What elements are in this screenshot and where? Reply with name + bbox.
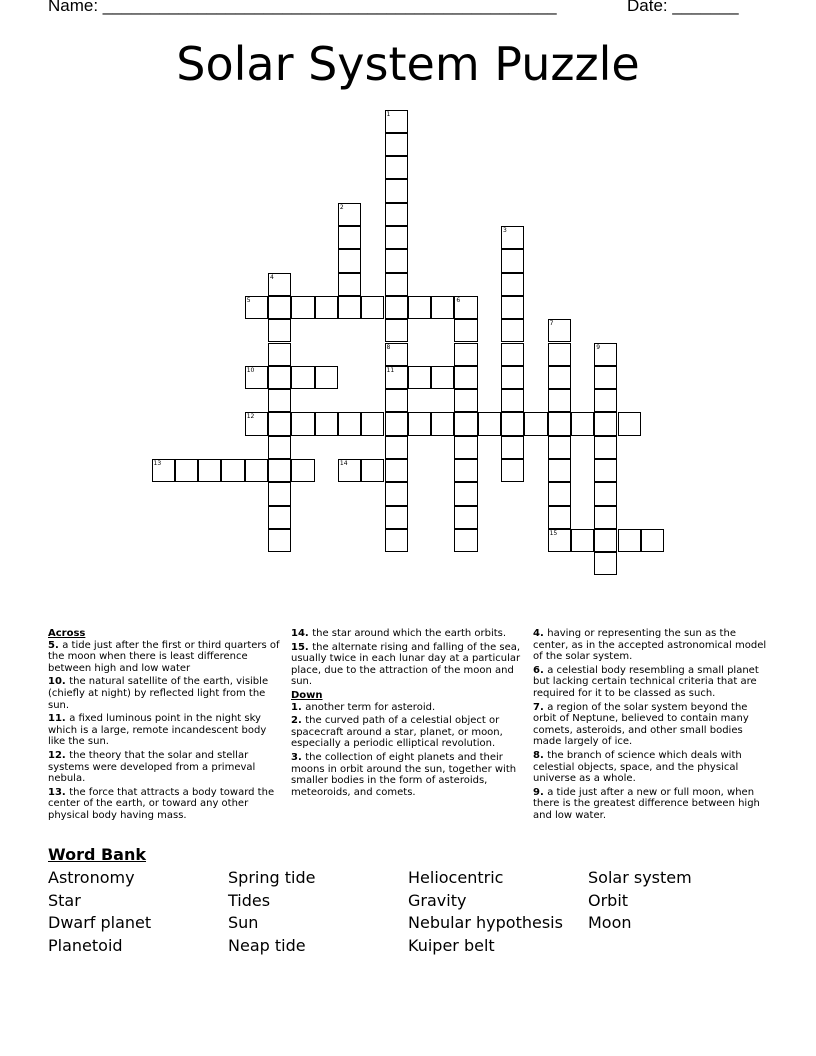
grid-cell[interactable] <box>454 319 477 342</box>
grid-cell[interactable] <box>501 249 524 272</box>
clues-column-1 <box>48 628 284 824</box>
down-clue <box>291 715 525 750</box>
grid-cell[interactable] <box>618 412 641 435</box>
word-bank-item: Neap tide <box>228 936 306 956</box>
down-clue-list-continued <box>533 628 769 822</box>
cell-number: 14 <box>339 460 348 467</box>
grid-cell[interactable] <box>385 319 408 342</box>
grid-cell[interactable] <box>454 343 477 366</box>
grid-cell[interactable] <box>594 482 617 505</box>
grid-cell[interactable] <box>338 226 361 249</box>
cell-number: 12 <box>246 413 255 421</box>
grid-cell[interactable] <box>385 296 408 319</box>
grid-cell[interactable] <box>594 436 617 459</box>
grid-cell[interactable] <box>548 436 571 459</box>
grid-cell[interactable] <box>501 296 524 319</box>
grid-cell[interactable] <box>198 459 221 482</box>
grid-cell[interactable] <box>571 412 594 435</box>
grid-cell[interactable] <box>268 506 291 529</box>
clue-text: a region of the solar system beyond the orbit of Neptune, believed to contain many comets, asteroids, and other small bodies made largely of ice. <box>533 701 749 748</box>
word-bank-item: Dwarf planet <box>48 913 152 933</box>
grid-cell[interactable] <box>385 436 408 459</box>
grid-cell[interactable] <box>501 273 524 296</box>
grid-cell[interactable] <box>594 343 617 366</box>
grid-cell[interactable] <box>594 366 617 389</box>
across-clue <box>48 713 284 748</box>
grid-cell[interactable] <box>268 343 291 366</box>
clue-number: 3. <box>291 751 306 763</box>
clue-number: 2. <box>291 715 306 727</box>
clue-text: another term for asteroid. <box>305 701 436 713</box>
grid-cell[interactable] <box>175 459 198 482</box>
grid-cell[interactable] <box>501 226 524 249</box>
down-clue <box>533 628 769 663</box>
grid-cell[interactable] <box>338 249 361 272</box>
date-field-label: Date: _______ <box>627 0 739 15</box>
grid-cell[interactable] <box>268 412 291 435</box>
cell-number: 15 <box>549 529 558 537</box>
word-bank-item: Spring tide <box>228 868 316 887</box>
grid-cell[interactable] <box>385 156 408 179</box>
word-bank-title: Word Bank <box>48 845 147 864</box>
word-bank-item: Planetoid <box>48 936 123 956</box>
grid-cell[interactable] <box>385 506 408 529</box>
cell-number: 6 <box>456 296 461 304</box>
grid-cell[interactable] <box>594 506 617 529</box>
grid-cell[interactable] <box>385 412 408 435</box>
across-clue-list <box>48 640 284 822</box>
grid-cell[interactable] <box>291 296 314 319</box>
grid-cell[interactable] <box>454 436 477 459</box>
word-bank-item: Gravity <box>408 890 467 910</box>
word-bank-item: Sun <box>228 913 259 933</box>
grid-cell[interactable] <box>268 366 291 389</box>
word-bank-item: Moon <box>588 913 632 933</box>
grid-cell[interactable] <box>268 529 291 552</box>
clue-text: the curved path of a celestial object or spacecraft around a star, planet, or moon, especially a periodic elliptical revolution. <box>291 715 503 750</box>
clue-number: 13. <box>48 786 70 798</box>
clue-text: the branch of science which deals with celestial objects, space, and the physical universe as a whole. <box>533 749 742 785</box>
grid-cell[interactable] <box>501 389 524 412</box>
grid-cell[interactable] <box>454 529 477 552</box>
grid-cell[interactable] <box>408 412 431 435</box>
grid-cell[interactable] <box>454 482 477 505</box>
clue-text: the force that attracts a body toward the center of the earth, or toward any other physical body having mass. <box>48 786 275 821</box>
grid-cell[interactable] <box>315 296 338 319</box>
across-clue <box>48 640 284 675</box>
grid-cell[interactable] <box>385 110 408 133</box>
across-clue <box>48 787 284 822</box>
grid-cell[interactable] <box>548 482 571 505</box>
grid-cell[interactable] <box>548 412 571 435</box>
grid-cell[interactable] <box>454 506 477 529</box>
grid-cell[interactable] <box>221 459 244 482</box>
grid-cell[interactable] <box>268 482 291 505</box>
grid-cell[interactable] <box>548 459 571 482</box>
clue-number: 14. <box>291 628 313 639</box>
grid-cell[interactable] <box>338 412 361 435</box>
grid-cell[interactable] <box>454 412 477 435</box>
grid-cell[interactable] <box>594 529 617 552</box>
grid-cell[interactable] <box>338 203 361 226</box>
grid-cell[interactable] <box>385 273 408 296</box>
clues-column-3 <box>533 628 769 824</box>
grid-cell[interactable] <box>501 412 524 435</box>
clue-number: 5. <box>48 639 63 651</box>
clue-number: 8. <box>533 749 548 761</box>
across-clue-list-continued <box>291 628 525 688</box>
word-bank-item: Tides <box>228 890 271 910</box>
grid-cell[interactable] <box>641 529 664 552</box>
grid-cell[interactable] <box>501 343 524 366</box>
grid-cell[interactable] <box>385 226 408 249</box>
clue-number: 1. <box>291 701 306 713</box>
grid-cell[interactable] <box>245 366 268 389</box>
grid-cell[interactable] <box>268 273 291 296</box>
word-bank-item: Nebular hypothesis <box>408 913 563 933</box>
grid-cell[interactable] <box>385 133 408 156</box>
grid-cell[interactable] <box>361 296 384 319</box>
clue-number: 15. <box>291 641 313 653</box>
down-clue <box>291 752 525 798</box>
clue-number: 10. <box>48 676 70 688</box>
grid-cell[interactable] <box>361 459 384 482</box>
word-bank-item: Astronomy <box>48 868 135 887</box>
clues-column-2 <box>291 628 525 800</box>
grid-cell[interactable] <box>548 506 571 529</box>
clue-text: having or representing the sun as the center, as in the accepted astronomical model of the solar system. <box>533 628 767 663</box>
grid-cell[interactable] <box>385 529 408 552</box>
cell-number: 8 <box>386 343 391 351</box>
down-clue <box>533 665 769 700</box>
grid-cell[interactable] <box>268 296 291 319</box>
grid-cell[interactable] <box>385 366 408 389</box>
cell-number: 5 <box>246 296 251 304</box>
cell-number: 1 <box>386 110 391 118</box>
grid-cell[interactable] <box>245 296 268 319</box>
cell-number: 11 <box>386 366 395 374</box>
clue-number: 6. <box>533 664 548 676</box>
grid-cell[interactable] <box>408 366 431 389</box>
grid-cell[interactable] <box>478 412 501 435</box>
name-field-label: Name: ________________________________________________ <box>48 0 557 15</box>
grid-cell[interactable] <box>594 389 617 412</box>
grid-cell[interactable] <box>152 459 175 482</box>
clue-number: 9. <box>533 786 548 798</box>
down-heading: Down <box>291 689 323 701</box>
clue-text: a celestial body resembling a small planet but lacking certain technical criteria that are required for it to be classed as such. <box>533 664 759 699</box>
grid-cell[interactable] <box>385 203 408 226</box>
cell-number: 10 <box>246 366 255 374</box>
grid-cell[interactable] <box>268 459 291 482</box>
clue-text: the theory that the solar and stellar systems were developed from a primeval nebula. <box>48 749 256 785</box>
clue-text: the star around which the earth orbits. <box>312 628 507 639</box>
across-clue <box>48 676 284 711</box>
grid-cell[interactable] <box>361 412 384 435</box>
grid-cell[interactable] <box>408 296 431 319</box>
across-clue <box>291 628 525 640</box>
clue-text: a tide just after the first or third quarters of the moon when there is least difference between high and low water <box>48 639 280 674</box>
grid-cell[interactable] <box>548 319 571 342</box>
grid-cell[interactable] <box>571 529 594 552</box>
down-clue <box>533 787 769 822</box>
down-clue <box>291 702 525 714</box>
word-bank-item: Kuiper belt <box>408 936 495 956</box>
clue-text: the alternate rising and falling of the sea, usually twice in each lunar day at a particular place, due to the attraction of the moon and sun. <box>291 641 521 688</box>
grid-cell[interactable] <box>548 366 571 389</box>
cell-number: 9 <box>596 343 601 351</box>
across-heading: Across <box>48 628 86 639</box>
grid-cell[interactable] <box>454 366 477 389</box>
grid-cell[interactable] <box>594 412 617 435</box>
clue-number: 12. <box>48 749 70 761</box>
page-title: Solar System Puzzle <box>176 37 640 91</box>
cell-number: 2 <box>339 203 344 211</box>
grid-cell[interactable] <box>431 366 454 389</box>
grid-cell[interactable] <box>245 459 268 482</box>
word-bank-item: Solar system <box>588 868 692 887</box>
grid-cell[interactable] <box>315 366 338 389</box>
clue-number: 4. <box>533 628 548 639</box>
down-clue <box>533 702 769 748</box>
clue-text: a fixed luminous point in the night sky which is a large, remote incandescent body like the sun. <box>48 713 267 748</box>
word-bank-item: Orbit <box>588 890 629 910</box>
grid-cell[interactable] <box>315 412 338 435</box>
grid-cell[interactable] <box>431 296 454 319</box>
grid-cell[interactable] <box>268 319 291 342</box>
grid-cell[interactable] <box>618 529 641 552</box>
grid-cell[interactable] <box>454 459 477 482</box>
grid-cell[interactable] <box>338 273 361 296</box>
grid-cell[interactable] <box>338 459 361 482</box>
grid-cell[interactable] <box>385 343 408 366</box>
cell-number: 3 <box>503 227 507 234</box>
cell-number: 4 <box>270 273 274 281</box>
grid-cell[interactable] <box>385 249 408 272</box>
grid-cell[interactable] <box>548 343 571 366</box>
grid-cell[interactable] <box>385 482 408 505</box>
grid-cell[interactable] <box>385 179 408 202</box>
across-clue <box>48 750 284 785</box>
grid-cell[interactable] <box>454 389 477 412</box>
grid-cell[interactable] <box>454 296 477 319</box>
word-bank-item: Star <box>48 890 81 910</box>
grid-cell[interactable] <box>291 459 314 482</box>
grid-cell[interactable] <box>291 412 314 435</box>
clue-number: 7. <box>533 701 548 713</box>
clue-text: the natural satellite of the earth, visible (chiefly at night) by reflected light from the sun. <box>48 676 269 711</box>
cell-number: 7 <box>549 320 554 328</box>
grid-cell[interactable] <box>268 436 291 459</box>
grid-cell[interactable] <box>385 459 408 482</box>
clue-text: a tide just after a new or full moon, when there is the greatest difference between high and low water. <box>533 786 760 821</box>
grid-cell[interactable] <box>291 366 314 389</box>
grid-cell[interactable] <box>385 389 408 412</box>
grid-cell[interactable] <box>548 529 571 552</box>
clue-number: 11. <box>48 713 70 725</box>
grid-cell[interactable] <box>501 459 524 482</box>
grid-cell[interactable] <box>245 412 268 435</box>
down-clue-list <box>291 702 525 799</box>
grid-cell[interactable] <box>501 366 524 389</box>
cell-number: 13 <box>153 460 162 467</box>
grid-cell[interactable] <box>594 552 617 575</box>
down-clue <box>533 750 769 785</box>
grid-cell[interactable] <box>594 459 617 482</box>
grid-cell[interactable] <box>338 296 361 319</box>
grid-cell[interactable] <box>268 389 291 412</box>
across-clue <box>291 642 525 688</box>
clue-text: the collection of eight planets and their moons in orbit around the sun, together with smaller bodies in the form of asteroids, meteoroids, and comets. <box>291 751 517 798</box>
grid-cell[interactable] <box>501 436 524 459</box>
grid-cell[interactable] <box>524 412 547 435</box>
grid-cell[interactable] <box>431 412 454 435</box>
grid-cell[interactable] <box>548 389 571 412</box>
word-bank-item: Heliocentric <box>408 868 504 887</box>
grid-cell[interactable] <box>501 319 524 342</box>
